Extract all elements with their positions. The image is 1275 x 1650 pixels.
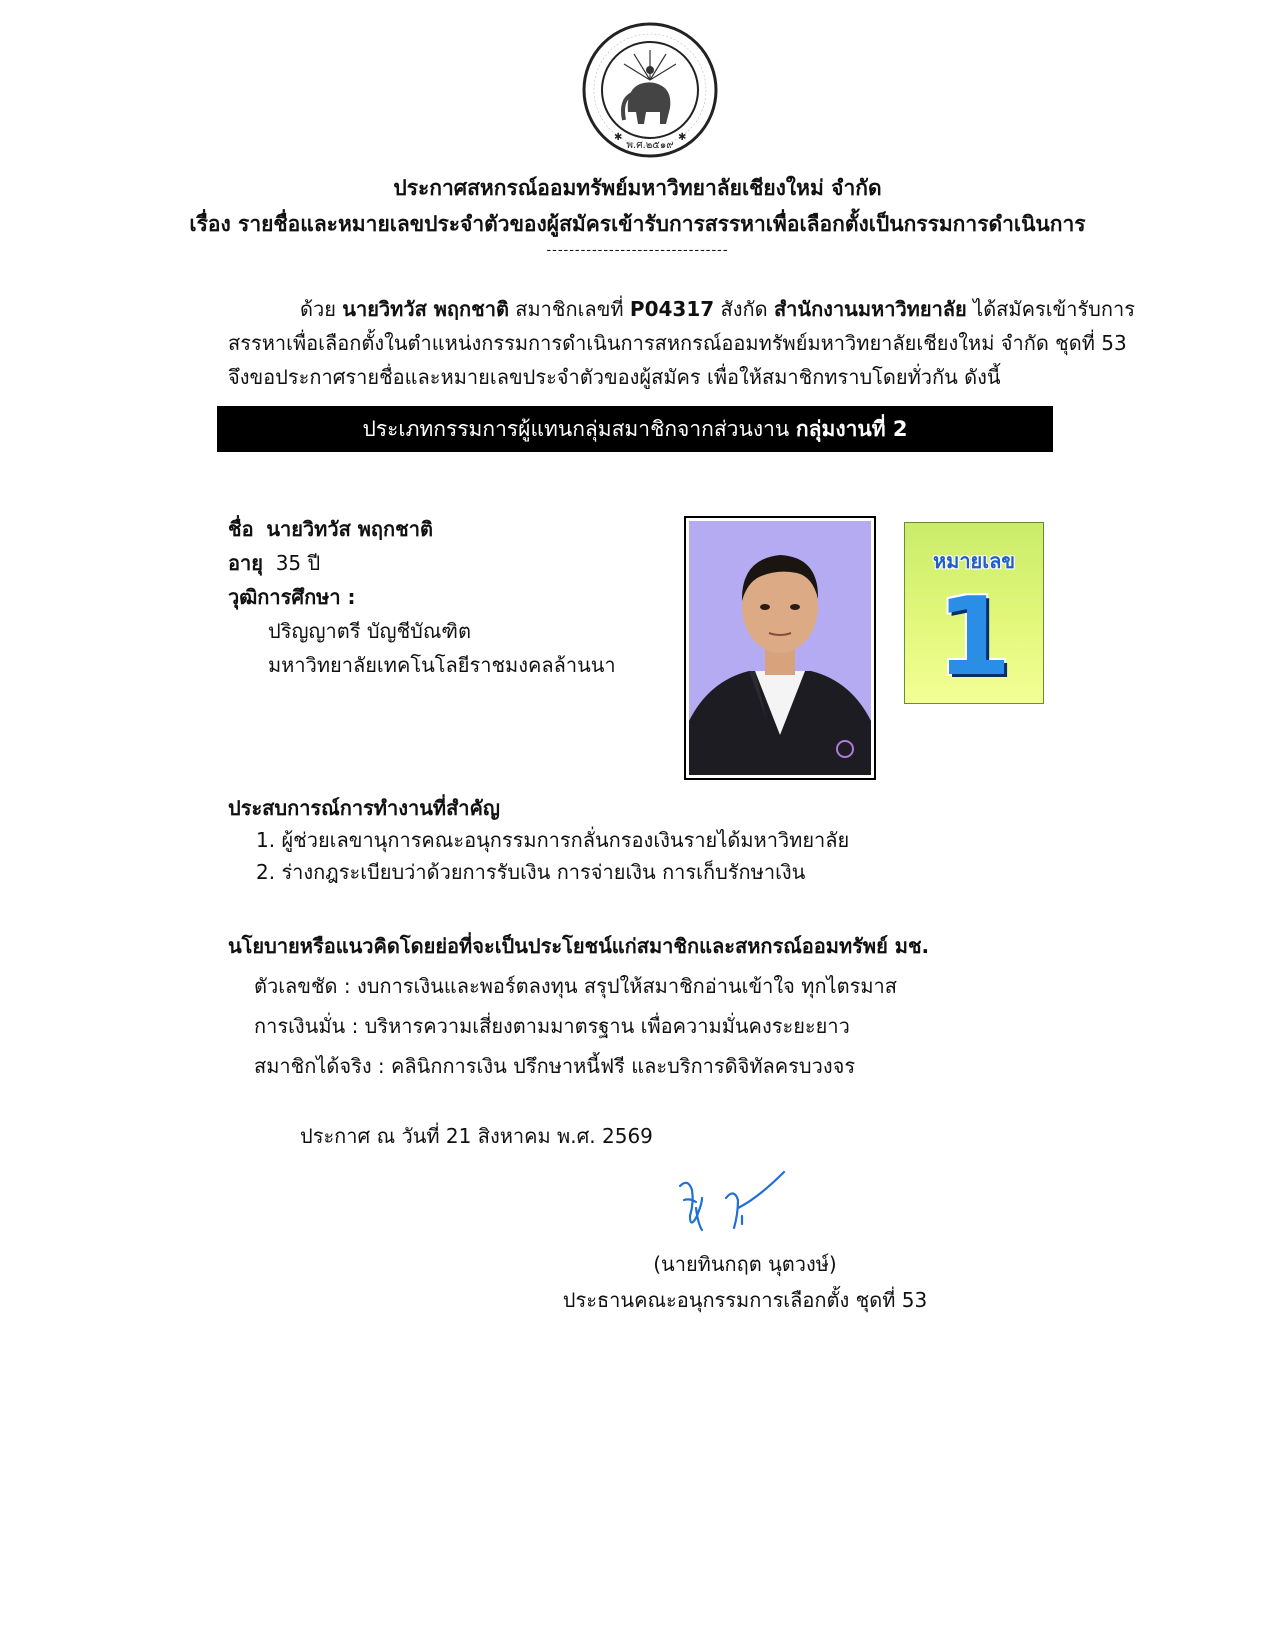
education-degree: ปริญญาตรี บัญชีบัณฑิต xyxy=(268,619,471,643)
number-value: 1 xyxy=(936,575,1012,700)
signature-image xyxy=(668,1168,808,1238)
candidate-number-box xyxy=(904,522,1044,704)
announcement-subject: เรื่อง รายชื่อและหมายเลขประจำตัวของผู้สมัครเข้ารับการสรรหาเพื่อเลือกตั้งเป็นกรรมการดำเนินการ xyxy=(189,212,1086,236)
intro-line-3: จึงขอประกาศรายชื่อและหมายเลขประจำตัวของผู้สมัคร เพื่อให้สมาชิกทราบโดยทั่วกัน ดังนี้ xyxy=(228,365,1001,389)
policy-heading: นโยบายหรือแนวคิดโดยย่อที่จะเป็นประโยชน์แก่สมาชิกและสหกรณ์ออมทรัพย์ มช. xyxy=(228,934,930,958)
candidate-name-inline: นายวิทวัส พฤกชาติ xyxy=(342,297,509,321)
signatory-position: ประธานคณะอนุกรรมการเลือกตั้ง ชุดที่ 53 xyxy=(562,1288,928,1312)
category-bar: ประเภทกรรมการผู้แทนกลุ่มสมาชิกจากส่วนงาน กลุ่มงานที่ 2 xyxy=(217,406,1053,452)
svg-text:พ.ศ.๒๕๑๙: พ.ศ.๒๕๑๙ xyxy=(626,140,674,151)
member-number: P04317 xyxy=(629,297,715,321)
list-item: ตัวเลขชัด : งบการเงินและพอร์ตลงทุน สรุปให้สมาชิกอ่านเข้าใจ ทุกไตรมาส xyxy=(254,974,897,998)
experience-section xyxy=(228,792,849,888)
list-item: 1. ผู้ช่วยเลขานุการคณะอนุกรรมการกลั่นกรองเงินรายได้มหาวิทยาลัย xyxy=(256,828,850,852)
list-item: 2. ร่างกฎระเบียบว่าด้วยการรับเงิน การจ่ายเงิน การเก็บรักษาเงิน xyxy=(256,860,806,884)
svg-text:✱: ✱ xyxy=(678,132,687,143)
office-name: สำนักงานมหาวิทยาลัย xyxy=(773,297,967,321)
name-label: ชื่อ xyxy=(228,517,254,541)
education-university: มหาวิทยาลัยเทคโนโลยีราชมงคลล้านนา xyxy=(268,653,616,677)
age-value: 35 ปี xyxy=(275,551,321,575)
cooperative-seal-icon xyxy=(580,20,720,160)
signatory-name: (นายทินกฤต นุตวงษ์) xyxy=(653,1252,837,1276)
policy-section xyxy=(228,926,929,1086)
experience-heading: ประสบการณ์การทำงานที่สำคัญ xyxy=(228,796,500,820)
number-label: หมายเลข xyxy=(932,549,1016,573)
separator-line: -------------------------------- xyxy=(546,243,729,258)
name-value: นายวิทวัส พฤกชาติ xyxy=(266,517,433,541)
intro-line-2: สรรหาเพื่อเลือกตั้งในตำแหน่งกรรมการดำเนินการสหกรณ์ออมทรัพย์มหาวิทยาลัยเชียงใหม่ จำกัด ชุดที่ 53 xyxy=(228,331,1127,355)
intro-paragraph: ด้วย นายวิทวัส พฤกชาติ สมาชิกเลขที่ P04317 สังกัด สำนักงานมหาวิทยาลัย ได้สมัครเข้ารับการ สรรหาเพื่อเลือกตั้งในตำแหน่งกรรมการดำเนินการสหกรณ์ออมทรัพย์มหาวิทยาลัยเชียงใหม่ จำกัด ชุดที่ 53 จึงขอประกาศรายชื่อและหมายเลขประจำตัวของผู้สมัคร เพื่อให้สมาชิกทราบโดยทั่วกัน ดังนี้ xyxy=(228,292,1108,394)
candidate-photo xyxy=(684,516,876,780)
education-label: วุฒิการศึกษา : xyxy=(228,585,356,609)
list-item: สมาชิกได้จริง : คลินิกการเงิน ปรึกษาหนี้ฟรี และบริการดิจิทัลครบวงจร xyxy=(254,1054,856,1078)
group-label: กลุ่มงานที่ 2 xyxy=(795,417,908,441)
candidate-info xyxy=(228,512,616,682)
announcement-title: ประกาศสหกรณ์ออมทรัพย์มหาวิทยาลัยเชียงใหม่ จำกัด xyxy=(393,176,882,200)
announcement-date: ประกาศ ณ วันที่ 21 สิงหาคม พ.ศ. 2569 xyxy=(300,1124,653,1148)
svg-text:✱: ✱ xyxy=(614,132,623,143)
age-label: อายุ xyxy=(228,551,263,575)
list-item: การเงินมั่น : บริหารความเสี่ยงตามมาตรฐาน เพื่อความมั่นคงระยะยาว xyxy=(254,1014,850,1038)
